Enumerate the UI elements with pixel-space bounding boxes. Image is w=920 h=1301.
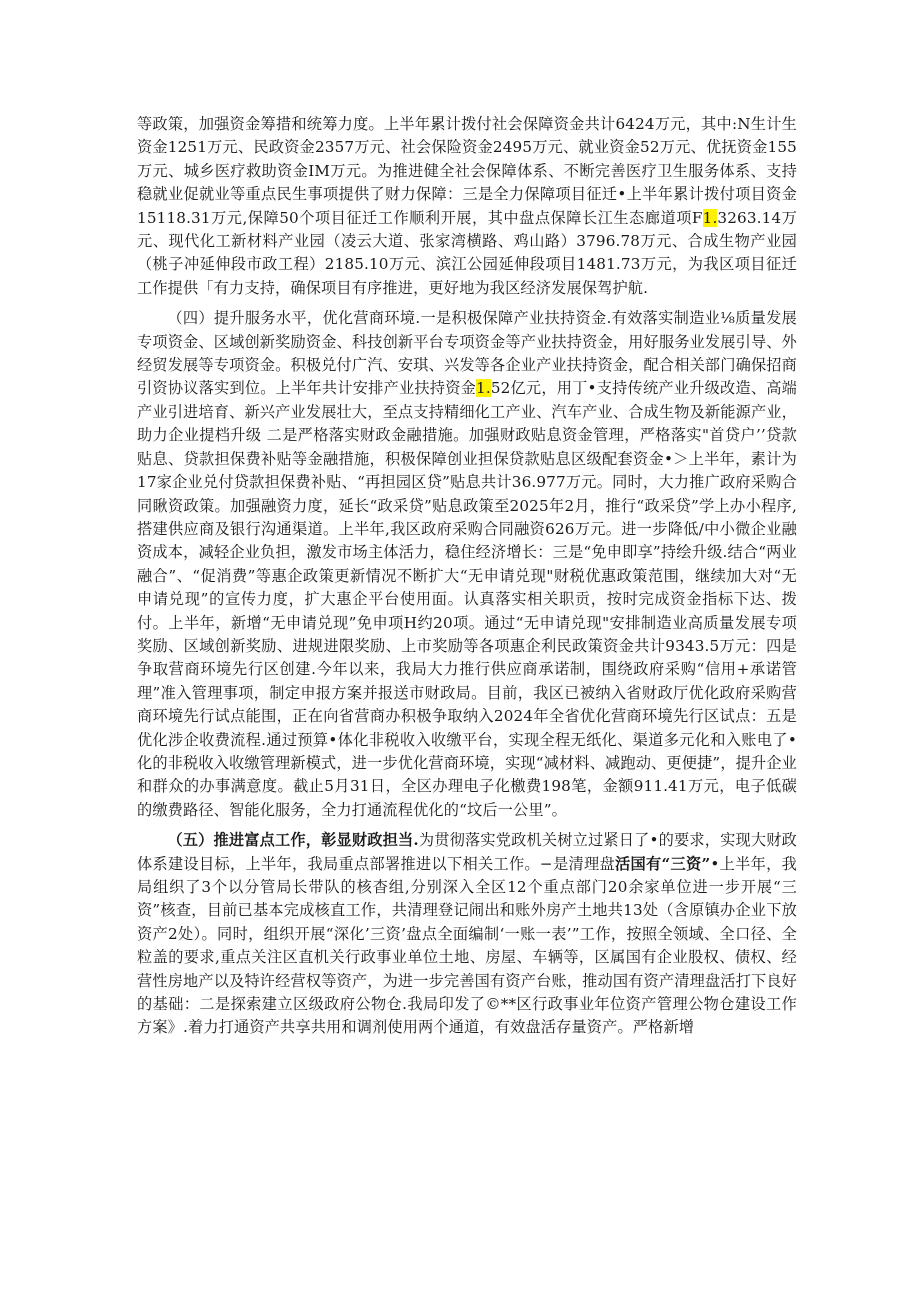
highlighted-text: 1. — [476, 379, 491, 398]
paragraph-text: •上半年，我局组织了3个以分管局长带队的核杳组,分别深入全区12个重点部门20余家单位进一步开展“三资”核查，目前已基本完成核直工作，共清理登记闹出和账外房产土地共13处（含原镇办企业下放资产2处）。同时，组织开展“深化’三资’盘点全面编制‘一账一表’”工作，按照全领域、全口径、全粒盖的要求,重点关注区直机关行政事业单位土地、房屋、车辆等，区属国有企业股权、债权、经营性房地产以及特许经营权等资产，为进一步完善国有资产台账，推动国有资产清理盘活打下良好的基础：二是探索建立区级政府公物仓.我局印发了©**区行政事业年位资产管理公物仓建设工作方案》.着力打通资产共享共用和调剂使用两个通道，有效盘活存量资产。严格新增 — [137, 854, 797, 1037]
paragraph-text: 52亿元，用丁•支持传统产业升级改造、高端产业引进培育、新兴产业发展壮大，至点支持精细化工产业、汽车产业、合成生物及新能源产业，助力企业提档升级 二是严格落实财政金融措施。加强财政贴息资金管理，严格落实"首贷户’’贷款贴息、贷款担保费补贴等金融措施，积极保障创业担保贷款贴息区级配套资金•＞上半年，素计为17家企业兑付贷款担保费补贴、“再担园区贷”贴息共计36.977万元。同时，大力推广政府采购合同瞅资政策。加强融资力度，延长“政采贷”贴息政策至2025年2月，推行“政采贷”学上办小程序,搭建供应商及银行沟通渠道。上半年,我区政府采购合同融资626万元。进一步降低/中小微企业融资成本，减轻企业负担，激发市场主体活力，稳住经济增长：三是“免申即享”持绘升级.结合“两业融合”、“促消费”等惠企政策更新情况不断扩大“无申请兑现"财税优惠政策范围，继续加大对“无申请兑现”的宣传力度，扩大惠企平台使用面。认真落实相关职贡，按时完成资金指标下达、拨付。上半年，新增“无申请兑现”免申项H约20项。通过“无申请兑现"安排制造业高质量发展专项奖励、区域创新奖励、进规进限奖励、上市奖励等各项惠企利民政策资金共计9343.5万元：四是争取营商环境先行区创建.今年以来，我局大力推行供应商承诺制，围绕政府采购“信用+承诺管理”准入管理事项，制定申报方案并报送市财政局。目前，我区已被纳入省财政厅优化政府采购营商环境先行试点能围，正在向省营商办积极争取纳入2024年全省优化营商环境先行区试点：五是优化涉企收费流程.通过预算•体化非税收入收缴平台，实现全程无纸化、渠道多元化和入账电了•化的非税收入收缴管理新模式，进一步优化营商环境，实现“减材料、减跑动、更便捷”，提升企业和群众的办事满意度。截止5月31日，全区办理电子化檄费198笔，金额911.41万元，电子低碳的缴费路径、智能化服务，全力打通流程优化的“坟后一公里”。 — [137, 379, 798, 819]
document-page — [137, 113, 797, 1040]
paragraph-key-work — [137, 829, 797, 1040]
bold-phrase: 活国有“三资” — [614, 854, 711, 873]
highlighted-text: 1. — [702, 208, 718, 227]
paragraph-text: 等政策，加强资金筹措和统筹力度。上半年累计拨付社会保障资金共计6424万元，其中:N生计生资金1251万元、民政资金2357万元、社会保险资金2495万元、就业资金52万元、优抚资金155万元、城乡医疗救助资金IM万元。为推进健全社会保障体系、不断完善医疗卫生服务体系、支持稳就业促就业等重点民生事项提供了财力保障：三是全力保障项目征迁•上半年累计拨付项目资金15118.31万元,保障50个项目征迁工作顺利开展，其中盘点保障长江生态廊道项F — [137, 115, 797, 227]
paragraph-text: （四）提升服务水平，优化营商环境.一是积极保障产业扶持资金.有效落实制造业⅛质量发展专项资金、区域创新奖励资金、科技创新平台专项资金等产业扶持资金，用好服务业发展引导、外经贸发展等专项资金。积极兑付广汽、安琪、兴发等各企业产业扶持资金，配合相关部门确保招商引资协议落实到位。上半年共计安排产业扶持资金 — [137, 309, 797, 398]
paragraph-text: 3263.14万元、现代化工新材料产业园（凌云大道、张家湾横路、鸡山路）3796.78万元、合成生物产业园（桃子冲延伸段市政工程）2185.10万元、滨江公园延伸段项目1481.73万元，为我区项目征迁工作提供「有力支持，确保项目有序推进，更好地为我区经济发展保驾护航. — [137, 208, 797, 297]
paragraph-text: 为贯彻落实党政机关树立过紧日了•的要求，实现大财政体系建设目标，上半年，我局重点部署推进以下相关工作。−是清理盘 — [137, 831, 797, 873]
section-heading: （五）推进富点工作，彰显财政担当. — [167, 831, 419, 850]
paragraph-business-environment — [137, 307, 797, 822]
paragraph-social-security-and-projects — [137, 113, 797, 300]
